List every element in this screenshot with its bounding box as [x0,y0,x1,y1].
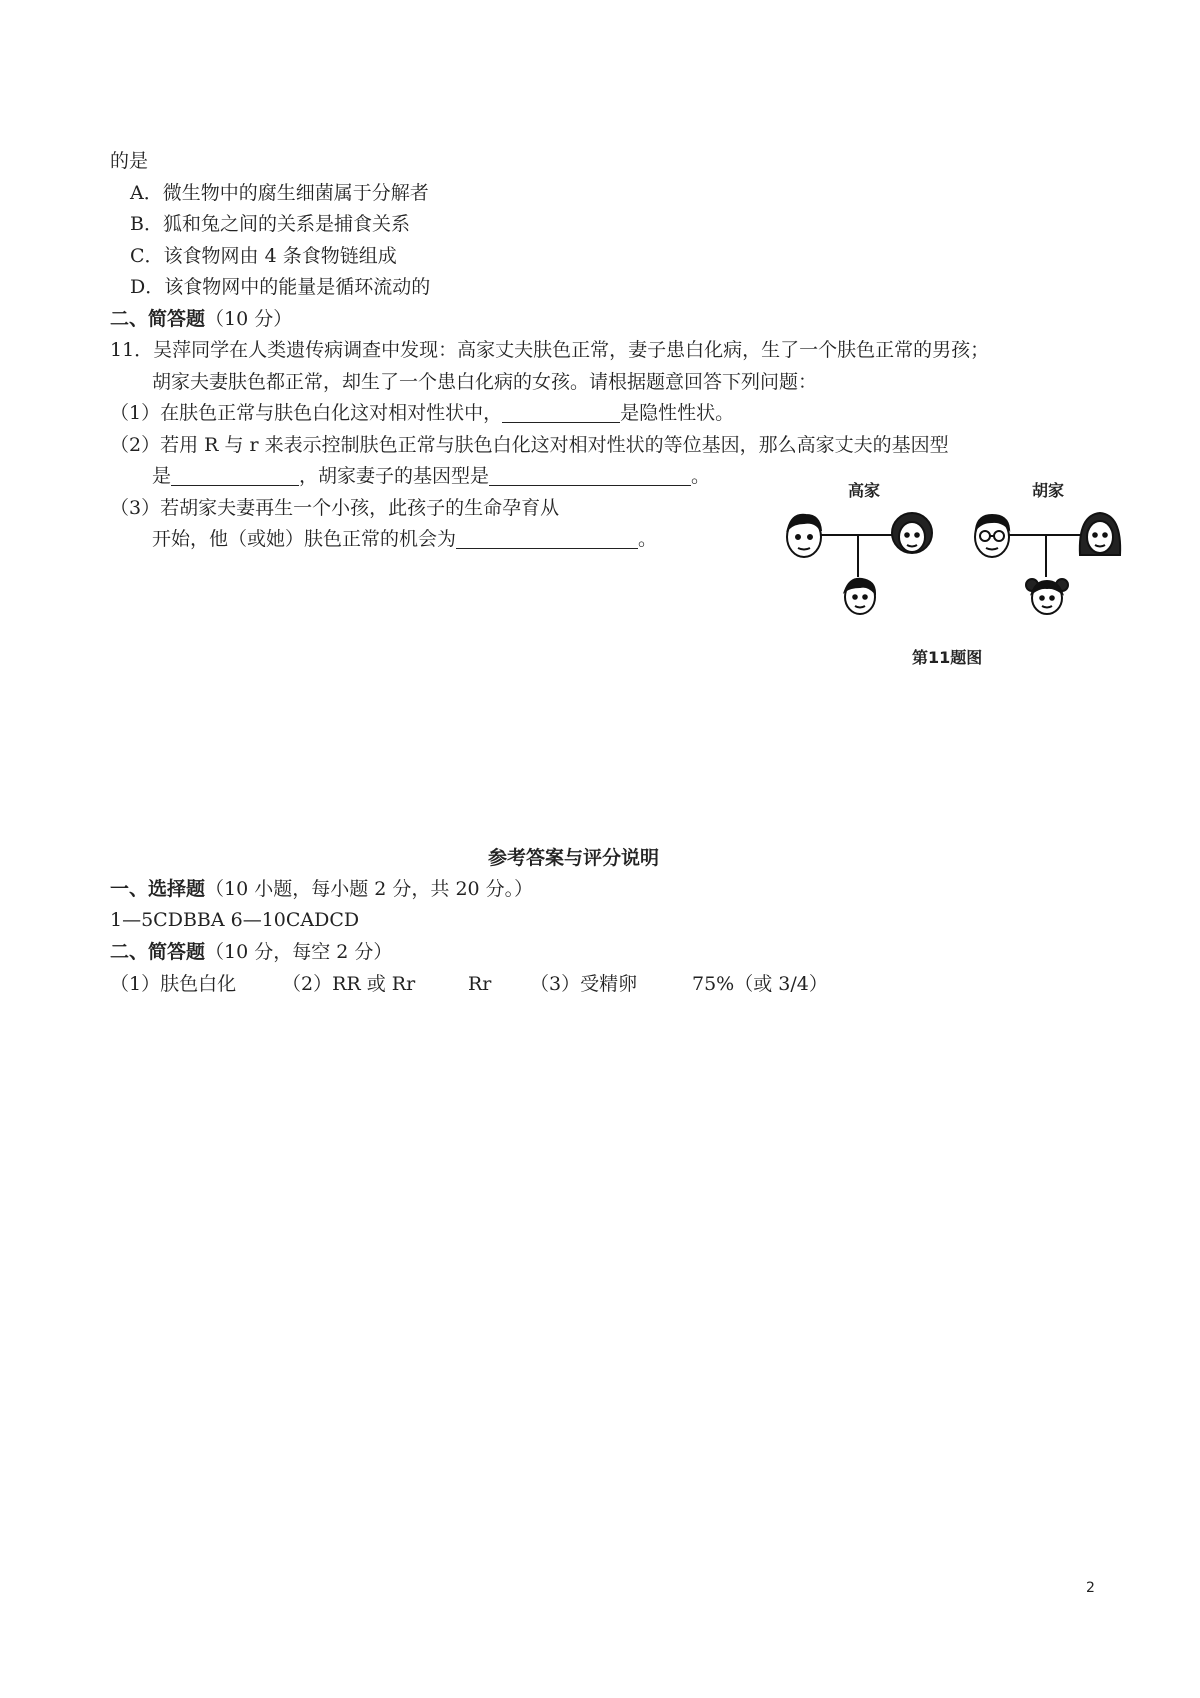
answer-2: （2）RR 或 Rr [282,973,416,995]
answer-blank-2[interactable] [171,465,299,486]
q11-part2-end: 。 [691,465,711,487]
figure-caption: 第11题图 [912,648,983,667]
answer-2b: Rr [468,973,492,995]
family-gao-label: 高家 [848,481,881,500]
answers-section2-title: 二、简答题 [110,941,206,963]
q11-part1-text: （1）在肤色正常与肤色白化这对相对性状中， [110,402,503,424]
hu-husband-icon [975,515,1009,557]
gao-son-icon [845,579,875,614]
page-number: 2 [1086,1580,1095,1596]
q11-intro-line1: 11．吴萍同学在人类遗传病调查中发现：高家丈夫肤色正常，妻子患白化病，生了一个肤色正常的男孩； [110,339,990,361]
answer-1: （1）肤色白化 [110,973,237,995]
q10-option-d: D．该食物网中的能量是循环流动的 [130,276,431,298]
q10-option-c: C．该食物网由 4 条食物链组成 [130,245,397,267]
q11-part2-b: ，胡家妻子的基因型是 [299,465,490,487]
q11-intro-line2: 胡家夫妻肤色都正常，却生了一个患白化病的女孩。请根据题意回答下列问题： [152,371,818,393]
q11-part3-text: 开始，他（或她）肤色正常的机会为 [152,528,457,550]
hu-daughter-icon [1026,579,1068,614]
answer-3: （3）受精卵 [530,973,638,995]
answers-section2-heading [110,939,392,965]
answer-blank-3[interactable] [489,465,691,486]
hu-family [975,513,1120,614]
q11-part2-a: 是 [152,465,172,487]
answer-3b: 75%（或 3/4） [692,973,828,995]
answer-blank-1[interactable] [502,402,620,423]
gao-husband-icon [787,515,821,557]
answers-section2-note: （10 分，每空 2 分） [205,941,393,963]
q11-part2-line2 [152,463,710,489]
gao-family [787,513,932,614]
gao-wife-icon [892,513,932,553]
q10-stem-tail: 的是 [110,150,149,172]
q11-part3-end: 。 [638,528,658,550]
q11-part1 [110,400,734,426]
section2-title: 二、简答题 [110,308,206,330]
pedigree-figure [780,505,1130,625]
q11-part1-end: 是隐性性状。 [620,402,735,424]
family-hu-label: 胡家 [1032,481,1065,500]
section2-score: （10 分） [205,308,293,330]
answers-title: 参考答案与评分说明 [488,847,660,869]
answers-section1-heading [110,876,533,902]
q11-part3-line2 [152,526,657,552]
q11-part2-line1: （2）若用 R 与 r 来表示控制肤色正常与肤色白化这对相对性状的等位基因，那么高家丈夫的基因型 [110,434,949,456]
answers-section1-note: （10 小题，每小题 2 分，共 20 分。） [205,878,534,900]
answers-section1-answers: 1—5CDBBA 6—10CADCD [110,909,360,931]
q10-option-a: A．微生物中的腐生细菌属于分解者 [130,182,429,204]
answers-section1-title: 一、选择题 [110,878,206,900]
section2-heading [110,306,292,332]
q10-option-b: B．狐和兔之间的关系是捕食关系 [130,213,410,235]
answer-blank-4[interactable] [456,528,638,549]
hu-wife-icon [1080,513,1120,555]
q11-part3-line1: （3）若胡家夫妻再生一个小孩，此孩子的生命孕育从 [110,497,560,519]
